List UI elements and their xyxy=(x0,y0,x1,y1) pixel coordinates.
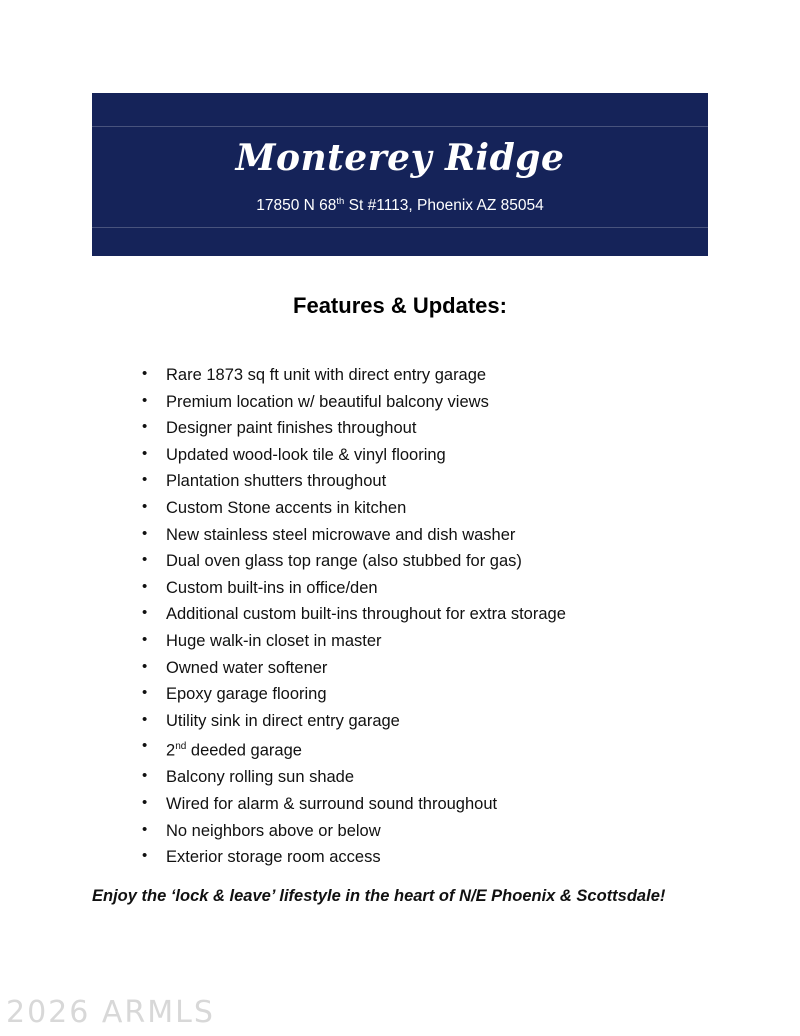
list-item-text: Premium location w/ beautiful balcony views xyxy=(166,392,489,411)
address-ordinal-suffix: th xyxy=(336,196,345,207)
address-remainder: St #1113, Phoenix AZ 85054 xyxy=(344,197,544,215)
list-item xyxy=(140,393,700,411)
list-item-text: New stainless steel microwave and dish washer xyxy=(166,525,516,544)
list-item xyxy=(140,552,700,570)
list-item xyxy=(140,738,700,760)
list-item-text: Huge walk-in closet in master xyxy=(166,631,382,650)
property-name: Monterey Ridge xyxy=(235,137,565,179)
list-item xyxy=(140,768,700,786)
banner-divider-top xyxy=(92,126,708,127)
features-list xyxy=(140,366,700,875)
address-street-number: 17850 N 68 xyxy=(256,197,337,215)
list-item xyxy=(140,685,700,703)
list-item-text: Designer paint finishes throughout xyxy=(166,419,417,438)
armls-watermark: 2026 ARMLS xyxy=(6,995,215,1030)
list-item-text: Owned water softener xyxy=(166,658,328,677)
list-item-text: Dual oven glass top range (also stubbed for gas) xyxy=(166,552,522,571)
list-item-text: Utility sink in direct entry garage xyxy=(166,711,400,730)
list-item xyxy=(140,848,700,866)
list-item-text: Rare 1873 sq ft unit with direct entry garage xyxy=(166,366,487,384)
list-item xyxy=(140,446,700,464)
list-item-text: No neighbors above or below xyxy=(166,821,381,840)
features-heading: Features & Updates: xyxy=(293,293,507,318)
list-item-ordinal: nd xyxy=(175,741,187,753)
list-item xyxy=(140,526,700,544)
list-item-text-after: deeded garage xyxy=(186,741,302,760)
list-item xyxy=(140,712,700,730)
list-item-text: Wired for alarm & surround sound throughout xyxy=(166,795,498,813)
list-item-text: Exterior storage room access xyxy=(166,848,381,867)
list-item xyxy=(140,366,700,384)
list-item xyxy=(140,579,700,597)
list-item xyxy=(140,632,700,650)
property-header-banner xyxy=(92,93,708,256)
list-item xyxy=(140,419,700,437)
list-item xyxy=(140,499,700,517)
list-item-text: Custom Stone accents in kitchen xyxy=(166,498,407,517)
list-item-text: Plantation shutters throughout xyxy=(166,472,387,491)
closing-statement: Enjoy the ‘lock & leave’ lifestyle in the heart of N/E Phoenix & Scottsdale! xyxy=(92,887,666,905)
list-item-text: Epoxy garage flooring xyxy=(166,685,327,704)
list-item xyxy=(140,659,700,677)
list-item xyxy=(140,472,700,490)
list-item-text: Balcony rolling sun shade xyxy=(166,768,355,787)
list-item xyxy=(140,795,700,813)
list-item-text: Additional custom built-ins throughout for extra storage xyxy=(166,605,566,624)
list-item xyxy=(140,822,700,840)
banner-divider-bottom xyxy=(92,227,708,228)
list-item-text: Custom built-ins in office/den xyxy=(166,578,378,597)
property-address xyxy=(92,196,708,215)
list-item xyxy=(140,605,700,623)
list-item-text: Updated wood-look tile & vinyl flooring xyxy=(166,445,446,464)
list-item-text: 2 xyxy=(166,741,176,760)
